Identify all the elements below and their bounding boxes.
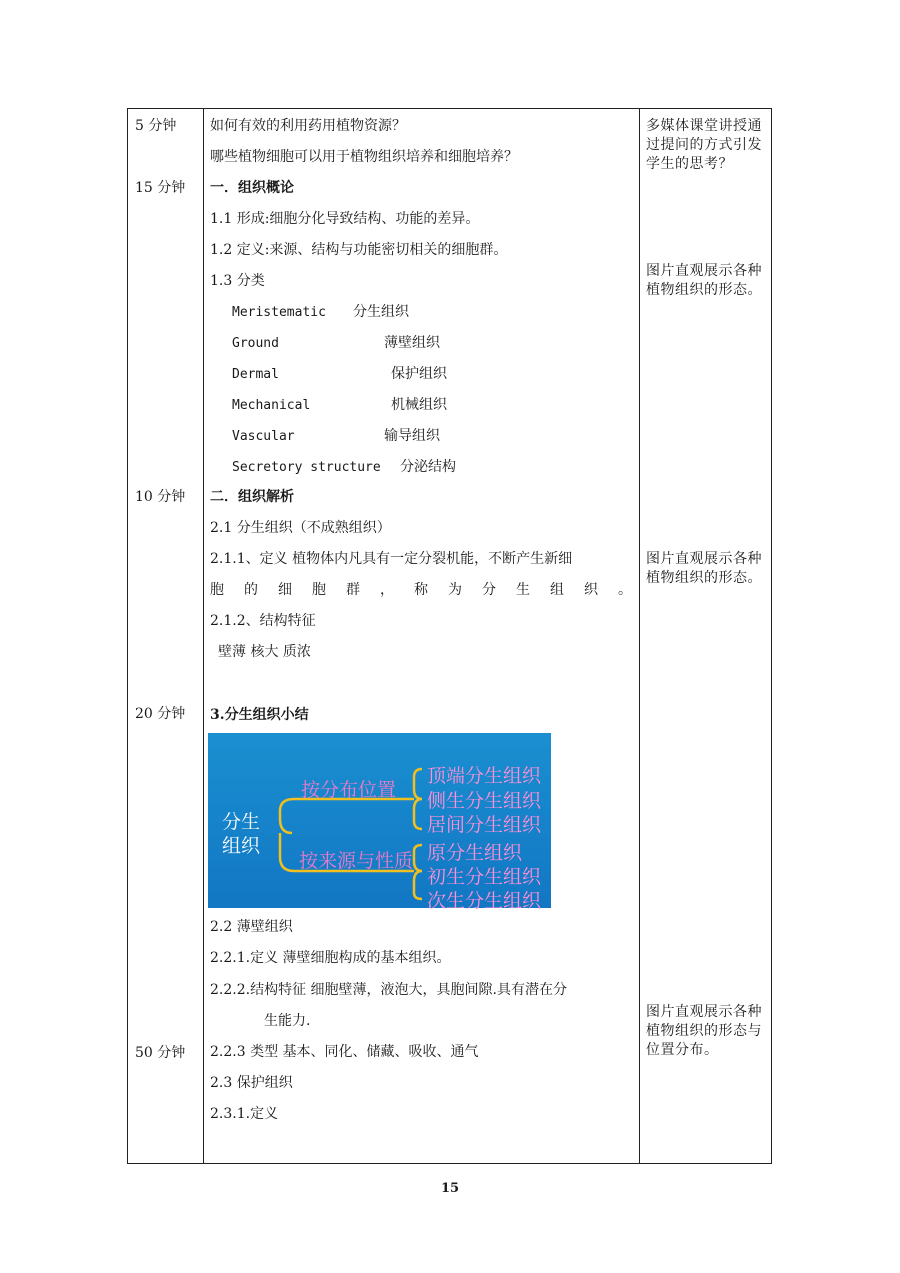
tissue-en: Vascular [232,429,295,444]
section-heading: 二．组织解析 [210,489,294,505]
column-divider [639,109,640,1163]
teaching-note: 图片直观展示各种植物组织的形态。 [646,263,762,298]
time-label: 20 分钟 [135,706,186,722]
char: 组 [550,582,564,598]
diagram-item-label: 居间分生组织 [427,814,542,836]
char: 。 [618,582,632,598]
content-line: 1.2 定义:来源、结构与功能密切相关的细胞群。 [210,242,508,258]
char: 生 [516,582,530,598]
content-line: 2.3.1.定义 [210,1106,279,1122]
char: 分 [482,582,496,598]
content-line: 生能力. [264,1013,311,1029]
tissue-en: Secretory structure [232,460,381,475]
char: 细 [278,582,292,598]
tissue-zh: 分泌结构 [400,459,456,475]
content-line: 2.3 保护组织 [210,1075,293,1091]
page-number: 15 [440,1181,460,1196]
time-label: 50 分钟 [135,1045,186,1061]
char: 胞 [210,582,224,598]
tissue-zh: 分生组织 [353,304,409,320]
content-line: 2.1.2、结构特征 [210,613,316,629]
tissue-en: Dermal [232,367,279,382]
content-line: 1.3 分类 [210,273,265,289]
content-line: 2.2.1.定义 薄壁细胞构成的基本组织。 [210,950,451,966]
question-2: 哪些植物细胞可以用于植物组织培养和细胞培养？ [210,149,518,165]
question-1: 如何有效的利用药用植物资源？ [210,118,406,134]
char: ， [380,582,394,598]
char: 织 [584,582,598,598]
tissue-zh: 输导组织 [384,428,440,444]
char: 群 [346,582,360,598]
justified-line [210,581,632,599]
teaching-note: 图片直观展示各种植物组织的形态。 [646,551,762,586]
tissue-zh: 薄壁组织 [384,335,440,351]
char: 胞 [312,582,326,598]
section-heading: 3.分生组织小结 [210,707,309,723]
content-line: 2.2.2.结构特征 细胞壁薄，液泡大，具胞间隙.具有潜在分 [210,982,567,998]
time-label: 15 分钟 [135,180,186,196]
meristem-classification-diagram [208,733,551,912]
diagram-item-label: 初生分生组织 [427,866,542,888]
content-line: 2.2 薄壁组织 [210,919,293,935]
content-line: 1.1 形成:细胞分化导致结构、功能的差异。 [210,211,480,227]
tissue-en: Ground [232,336,279,351]
diagram-branch-label: 按分布位置 [301,779,397,801]
diagram-branch-label: 按来源与性质 [299,850,414,872]
content-line: 2.2.3 类型 基本、同化、储藏、吸收、通气 [210,1044,479,1060]
diagram-item-label: 原分生组织 [427,842,523,864]
section-heading: 一．组织概论 [210,180,294,196]
time-label: 10 分钟 [135,489,186,505]
content-line: 2.1.1、定义 植物体内凡具有一定分裂机能，不断产生新细 [210,551,573,567]
char: 的 [244,582,258,598]
diagram-item-label: 侧生分生组织 [427,790,542,812]
diagram-item-label: 顶端分生组织 [427,765,542,787]
content-line: 2.1 分生组织（不成熟组织） [210,520,391,536]
tissue-en: Mechanical [232,398,311,413]
diagram-root-label: 分生 组织 [222,811,261,857]
char: 为 [448,582,462,598]
time-label: 5 分钟 [135,118,177,134]
tissue-zh: 保护组织 [391,366,447,382]
teaching-note: 图片直观展示各种植物组织的形态与位置分布。 [646,1004,762,1058]
char: 称 [414,582,428,598]
teaching-note: 多媒体课堂讲授通过提问的方式引发学生的思考？ [646,118,762,172]
diagram-item-label: 次生分生组织 [427,890,542,912]
tissue-zh: 机械组织 [391,397,447,413]
tissue-en: Meristematic [232,305,326,320]
column-divider [203,109,204,1163]
content-line: 壁薄 核大 质浓 [218,644,311,660]
